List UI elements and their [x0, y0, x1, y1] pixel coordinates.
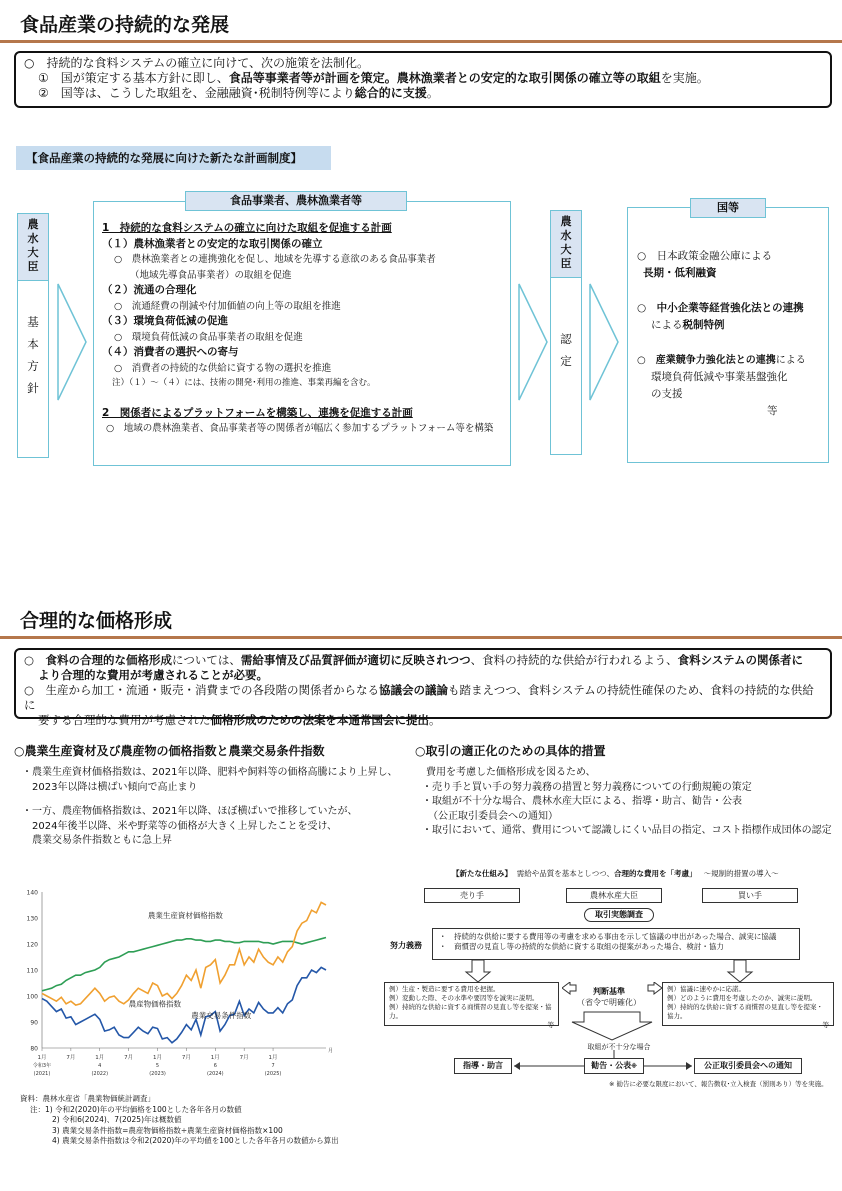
plan-item-1-detail-1: ○ 農林漁業者との連携強化を促し、地域を先導する意欲のある食品事業者 — [114, 254, 436, 265]
ex-left-3: 例）持続的な供給に資する商慣習の見直し等を提案・協力。 — [389, 1003, 552, 1020]
plan-item-4: （４）消費者の選択への寄与 — [102, 346, 239, 358]
arrow-policy-to-plan — [56, 282, 92, 402]
action-arrows — [512, 1058, 694, 1074]
guidance-box: 指導・助言 — [454, 1058, 512, 1074]
x-tick-label: 7月 — [181, 1055, 191, 1061]
price-index-chart — [14, 880, 334, 1080]
series-label-0: 農業生産資材価格指数 — [147, 911, 223, 920]
fair-trade-text — [422, 766, 832, 839]
chart-note-2: 2) 令和6(2024)、7(2025)年は概数値 — [52, 1115, 182, 1124]
support-1-bold: 長期・低利融資 — [643, 267, 717, 279]
y-tick-label: 90 — [30, 1019, 38, 1027]
y-tick-label: 130 — [26, 915, 38, 923]
section1-title: 食品産業の持続的な発展 — [20, 14, 230, 36]
plan-item-1: （１）農林漁業者との安定的な取引関係の確立 — [102, 237, 323, 250]
recommend-box: 勧告・公表※ — [584, 1058, 644, 1074]
flow-diagram — [384, 862, 834, 1092]
chart-note-3: 3) 農業交易条件指数=農産物価格指数÷農業生産資材価格指数×100 — [52, 1125, 283, 1135]
survey-pill: 取引実態調査 — [584, 908, 654, 922]
price-index-p2c: 農業交易条件指数ともに急上昇 — [32, 835, 172, 846]
plan-heading-2-detail: ○ 地域の農林漁業者、食品事業者等の関係者が幅広く参加するプラットフォーム等を構築 — [106, 423, 494, 434]
x-year-paren: (2022) — [91, 1071, 109, 1077]
summary-line-1: ○ 持続的な食料システムの確立に向けて、次の施策を法制化。 — [24, 56, 370, 70]
plan-item-1-detail-2: （地域先導食品事業者）の取組を促進 — [130, 269, 292, 281]
plan-content — [102, 221, 507, 437]
plan-heading-1: 1 持続的な食料システムの確立に向けた取組を促進する計画 — [102, 222, 392, 234]
flow-header: 【新たな仕組み】 需給や品質を基本としつつ、合理的な費用を「考慮」 ～規制的措置の導入～ — [452, 869, 779, 878]
plan-item-3-detail: ○ 環境負荷低減の食品事業者の取組を促進 — [114, 331, 303, 343]
basic-policy-label: 基本方針 — [27, 315, 39, 395]
section1-summary-box — [14, 51, 832, 108]
section1-divider — [0, 40, 842, 43]
chart-note-1: 注：1) 令和2(2020)年の平均価格を100とした各年各月の数値 — [30, 1104, 242, 1114]
s2-summary-line-2: より合理的な費用が考慮されることが必要。 — [38, 668, 268, 682]
plan-item-2-detail: ○ 流通経費の削減や付加価値の向上等の取組を推進 — [114, 300, 341, 312]
x-year-paren: (2021) — [33, 1071, 51, 1077]
y-tick-label: 120 — [26, 941, 38, 949]
series-line-0 — [42, 938, 326, 991]
support-3-detail-2: の支援 — [651, 388, 683, 400]
criteria-title: 判断基準 — [593, 987, 625, 996]
fair-trade-heading: ○取引の適正化のための具体的措置 — [415, 744, 606, 758]
s2-summary-line-3: ○ 生産から加工・流通・販売・消費までの各段階の関係者からなる協議会の議論も踏まえつつ、食料システムの持続性確保のため、食料の持続的な供給に — [24, 683, 814, 712]
x-tick-label: 7月 — [239, 1055, 249, 1061]
y-tick-label: 100 — [26, 993, 38, 1001]
x-tick-label: 1月 — [95, 1055, 105, 1061]
x-year-label: 4 — [98, 1063, 102, 1069]
x-year-paren: (2025) — [264, 1071, 282, 1077]
ex-right-1: 例）協議に速やかに応諾。 — [667, 985, 745, 993]
plan-item-3: （３）環境負荷低減の促進 — [102, 315, 228, 327]
effort-2: ・ 商慣習の見直し等の持続的な供給に資する取組の提案があった場合、検討・協力 — [439, 942, 724, 951]
insufficient-label: 取組が不十分な場合 — [587, 1043, 651, 1051]
price-index-p1: ・農業生産資材価格指数は、2021年以降、肥料や飼料等の価格高騰により上昇し、 — [22, 767, 398, 778]
x-tick-label: 1月 — [268, 1055, 278, 1061]
chart-note-4: 4) 農業交易条件指数は令和2(2020)年の平均値を100とした各年各月の数値から算出 — [52, 1136, 339, 1145]
x-tick-label: 7月 — [66, 1055, 76, 1061]
state-tag: 国等 — [690, 198, 766, 218]
fair-trade-p2: ・売り手と買い手の努力義務の措置と努力義務についての行動規範の策定 — [422, 781, 752, 793]
x-year-label: 令和3年 — [32, 1063, 52, 1069]
chart-notes — [20, 1094, 350, 1147]
ftc-box: 公正取引委員会への通知 — [694, 1058, 802, 1074]
series-label-2: 農業交易条件指数 — [191, 1011, 252, 1021]
support-3-detail: 環境負荷低減や事業基盤強化 — [651, 371, 788, 383]
effort-arrows — [464, 960, 764, 984]
x-month-unit: 月 — [328, 1048, 334, 1054]
plan-note: 注）（１）～（４）には、技術の開発･利用の推進、事業再編を含む。 — [112, 378, 376, 388]
effort-box — [432, 928, 800, 960]
criteria-arrows — [562, 982, 662, 1042]
summary-line-3: ② 国等は、こうした取組を、金融融資･税制特例等により総合的に支援。 — [38, 86, 439, 100]
minister-box-left — [17, 213, 49, 458]
seller-box: 売り手 — [424, 888, 520, 903]
price-index-heading: ○農業生産資材及び農産物の価格指数と農業交易条件指数 — [14, 744, 325, 758]
plan-system-title: 【食品産業の持続的な発展に向けた新たな計画制度】 — [16, 146, 331, 170]
flow-footnote: ※ 勧告に必要な限度において、報告徴収･立入検査（罰則あり）等を実施。 — [609, 1080, 828, 1088]
seller-examples — [384, 982, 559, 1029]
y-tick-label: 140 — [26, 889, 38, 897]
section2-divider — [0, 636, 842, 639]
buyer-box: 買い手 — [702, 888, 798, 903]
criteria-sub: （省令で明確化） — [577, 998, 641, 1007]
support-content — [637, 248, 827, 420]
chart-source: 資料：農林水産省「農業物価統計調査」 — [20, 1094, 155, 1103]
section2-summary-box — [14, 648, 832, 727]
businesses-tag: 食品事業者、農林漁業者等 — [185, 191, 407, 211]
minister-label-left: 農水大臣 — [18, 214, 48, 281]
ex-left-etc: 等 — [547, 1021, 554, 1029]
effort-1: ・ 持続的な供給に要する費用等の考慮を求める事由を示して協議の申出があった場合、誠実に協議 — [439, 932, 777, 941]
minister-label-right: 農水大臣 — [551, 211, 581, 278]
minister-box-right — [550, 210, 582, 455]
fair-trade-p3: ・取組が不十分な場合、農林水産大臣による、指導・助言、勧告・公表 — [422, 796, 742, 807]
price-index-text — [22, 766, 422, 849]
arrow-approval-to-support — [588, 282, 624, 402]
x-tick-label: 1月 — [37, 1055, 47, 1061]
x-tick-label: 1月 — [153, 1055, 163, 1061]
y-tick-label: 80 — [30, 1045, 38, 1053]
price-index-p2b: 2024年後半以降、米や野菜等の価格が大きく上昇したことを受け、 — [32, 820, 338, 832]
s2-summary-line-1: ○ 食料の合理的な価格形成については、需給事情及び品質評価が適切に反映されつつ、食料の持続的な供給が行われるよう、食料システムの関係者に — [24, 653, 803, 667]
plan-heading-2: 2 関係者によるプラットフォームを構築し、連携を促進する計画 — [102, 406, 413, 419]
x-year-label: 5 — [155, 1063, 160, 1069]
x-year-paren: (2023) — [149, 1071, 166, 1077]
ex-left-2: 例）変動した際、その水準や要因等を誠実に説明。 — [389, 994, 539, 1002]
y-tick-label: 110 — [26, 967, 38, 975]
x-year-paren: (2024) — [206, 1071, 224, 1077]
x-year-label: 6 — [213, 1063, 217, 1069]
ex-right-etc: 等 — [822, 1021, 829, 1029]
fair-trade-p1: 費用を考慮した価格形成を図るため、 — [426, 767, 596, 778]
price-index-p1b: 2023年以降は横ばい傾向で高止まり — [32, 781, 198, 793]
summary-line-2: ① 国が策定する基本方針に即し、食品等事業者等が計画を策定。農林漁業者との安定的な取引関係の確立等の取組を実施。 — [38, 71, 709, 85]
buyer-examples — [662, 982, 834, 1029]
support-2: ○ 中小企業等経営強化法との連携 — [637, 302, 804, 314]
plan-item-4-detail: ○ 消費者の持続的な供給に資する物の選択を推進 — [114, 362, 332, 374]
x-tick-label: 1月 — [210, 1055, 220, 1061]
support-etc: 等 — [767, 405, 778, 417]
section2-title: 合理的な価格形成 — [20, 610, 173, 632]
effort-label: 努力義務 — [390, 941, 422, 950]
plan-item-2: （２）流通の合理化 — [102, 284, 197, 296]
support-2-detail: による税制特例 — [651, 319, 725, 331]
s2-summary-line-4: 要する合理的な費用が考慮された価格形成のための法案を本通常国会に提出。 — [38, 713, 441, 727]
approval-label: 認定 — [560, 332, 572, 368]
arrow-plan-to-approval — [517, 282, 553, 402]
support-1: ○ 日本政策金融公庫による — [637, 250, 773, 262]
fair-trade-p4: ・取引において、通常、費用について認識しにくい品目の指定、コスト指標作成団体の認定 — [422, 825, 832, 836]
ex-right-2: 例）どのように費用を考慮したのか、誠実に説明。 — [667, 994, 817, 1002]
series-label-1: 農産物価格指数 — [128, 999, 182, 1009]
support-3: ○ 産業競争力強化法との連携による — [637, 355, 806, 366]
fair-trade-p3b: （公正取引委員会への通知） — [428, 810, 558, 822]
x-tick-label: 7月 — [124, 1055, 134, 1061]
ex-left-1: 例）生産・製造に要する費用を把握。 — [389, 985, 500, 993]
minister-box: 農林水産大臣 — [566, 888, 662, 903]
ex-right-3: 例）持続的な供給に資する商慣習の見直し等を提案・協力。 — [667, 1003, 823, 1020]
x-year-label: 7 — [271, 1063, 275, 1069]
price-index-p2: ・一方、農産物価格指数は、2021年以降、ほぼ横ばいで推移していたが、 — [22, 806, 358, 817]
